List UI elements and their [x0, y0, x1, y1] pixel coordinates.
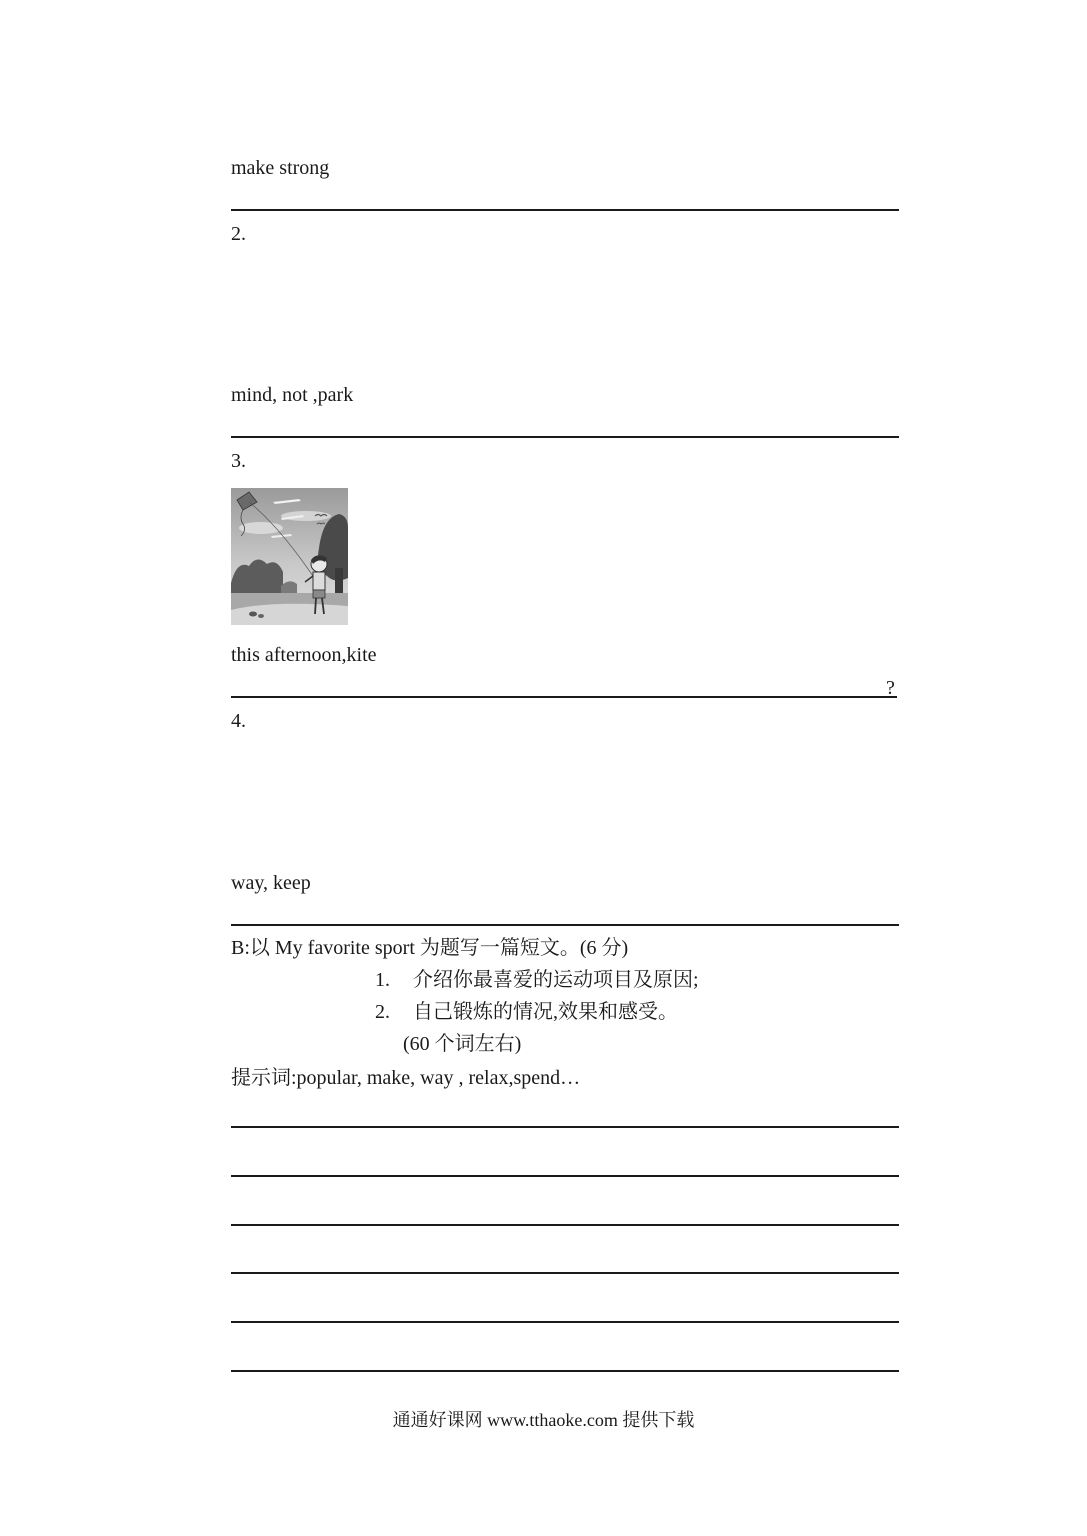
section-b-instruction: :以 My favorite sport 为题写一篇短文。(6 分)	[244, 937, 629, 959]
q3-answer-line[interactable]	[231, 696, 897, 698]
writing-line[interactable]	[231, 1321, 899, 1323]
requirement-1-text: 介绍你最喜爱的运动项目及原因;	[413, 969, 699, 991]
q3-question-mark: ?	[886, 677, 895, 699]
q4-number: 4.	[231, 710, 246, 732]
word-count-note: (60 个词左右)	[403, 1033, 522, 1055]
writing-line[interactable]	[231, 1224, 899, 1226]
q2-hint-words: mind, not ,park	[231, 384, 354, 406]
hint-words: 提示词:popular, make, way , relax,spend…	[231, 1067, 581, 1089]
section-b-label: B	[231, 937, 245, 959]
requirement-2-text: 自己锻炼的情况,效果和感受。	[413, 1001, 678, 1023]
requirement-1-number: 1.	[375, 969, 390, 991]
writing-line[interactable]	[231, 1370, 899, 1372]
q1-hint-words: make strong	[231, 157, 330, 179]
kite-flying-boy-picture	[231, 488, 348, 625]
page-footer: 通通好课网 www.tthaoke.com 提供下载	[392, 1410, 695, 1430]
q1-answer-line[interactable]	[231, 209, 899, 211]
writing-line[interactable]	[231, 1126, 899, 1128]
q4-answer-line[interactable]	[231, 924, 899, 926]
q3-hint-words: this afternoon,kite	[231, 644, 377, 666]
writing-line[interactable]	[231, 1272, 899, 1274]
section-b-title	[231, 936, 628, 960]
q2-number: 2.	[231, 223, 246, 245]
q3-number: 3.	[231, 450, 246, 472]
requirement-2-number: 2.	[375, 1001, 390, 1023]
q4-hint-words: way, keep	[231, 872, 311, 894]
q2-answer-line[interactable]	[231, 436, 899, 438]
writing-line[interactable]	[231, 1175, 899, 1177]
